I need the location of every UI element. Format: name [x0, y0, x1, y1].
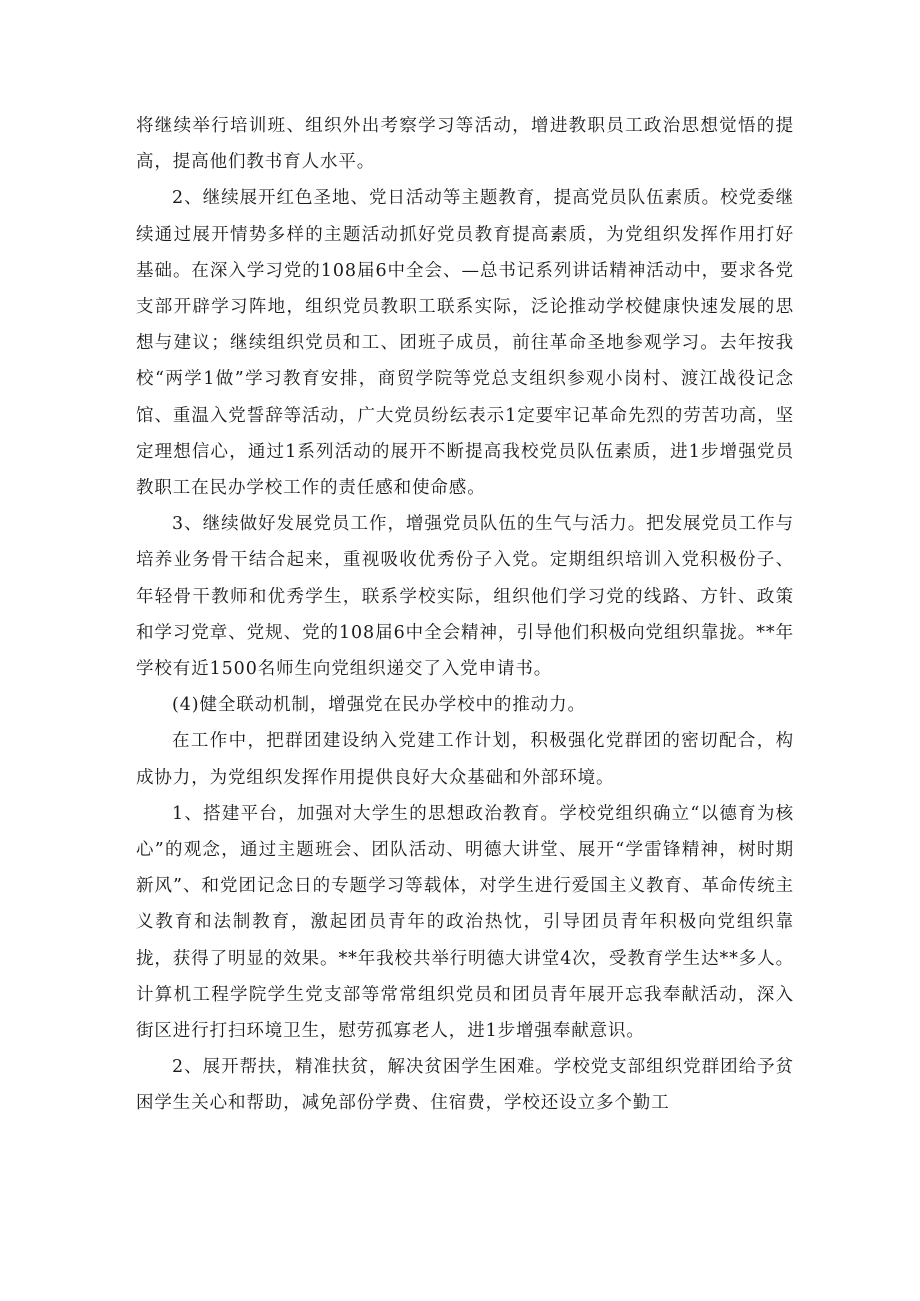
paragraph-red-sites-education: 2、继续展开红色圣地、党日活动等主题教育，提高党员队伍素质。校党委继续通过展开情势多样的主题活动抓好党员教育提高素质，为党组织发挥作用打好基础。在深入学习党的108届6中全会、—总书记系列讲话精神活动中，要求各党支部开辟学习阵地，组织党员教职工联系实际，泛论推动学校健康快速发展的思想与建议；继续组织党员和工、团班子成员，前往革命圣地参观学习。去年按我校“两学1做”学习教育安排，商贸学院等党总支组织参观小岗村、渡江战役记念馆、重温入党誓辞等活动，广大党员纷纭表示1定要牢记革命先烈的劳苦功高，坚定理想信心，通过1系列活动的展开不断提高我校党员队伍素质，进1步增强党员教职工在民办学校工作的责任感和使命感。	[136, 188, 794, 499]
paragraph-platform-education: 1、搭建平台，加强对大学生的思想政治教育。学校党组织确立“以德育为核心”的观念，通过主题班会、团队活动、明德大讲堂、展开“学雷锋精神，树时期新风”、和党团记念日的专题学习等载体，对学生进行爱国主义教育、革命传统主义教育和法制教育，激起团员青年的政治热忱，引导团员青年积极向党组织靠拢，获得了明显的效果。**年我校共举行明德大讲堂4次，受教育学生达**多人。计算机工程学院学生党支部等常常组织党员和团员青年展开忘我奉献活动，深入街区进行打扫环境卫生，慰劳孤寡老人，进1步增强奉献意识。	[136, 803, 794, 1042]
section-heading-linkage-mechanism: (4)健全联动机制，增强党在民办学校中的推动力。	[172, 695, 586, 716]
paragraph-continuation: 将继续举行培训班、组织外出考察学习等活动，增进教职员工政治思想觉悟的提高，提高他们教书育人水平。	[136, 116, 794, 173]
paragraph-party-member-development: 3、继续做好发展党员工作，增强党员队伍的生气与活力。把发展党员工作与培养业务骨干结合起来，重视吸收优秀份子入党。定期组织培训入党积极份子、年轻骨干教师和优秀学生，联系学校实际，组织他们学习党的线路、方针、政策和学习党章、党规、党的108届6中全会精神，引导他们积极向党组织靠拢。**年学校有近1500名师生向党组织递交了入党申请书。	[136, 514, 794, 680]
paragraph-poverty-assistance: 2、展开帮扶，精准扶贫，解决贫困学生困难。学校党支部组织党群团给予贫困学生关心和帮助，减免部份学费、住宿费，学校还设立多个勤工	[136, 1057, 794, 1114]
document-body	[136, 108, 794, 1122]
paragraph-group-building: 在工作中，把群团建设纳入党建工作计划，积极强化党群团的密切配合，构成协力，为党组织发挥作用提供良好大众基础和外部环境。	[136, 731, 794, 788]
